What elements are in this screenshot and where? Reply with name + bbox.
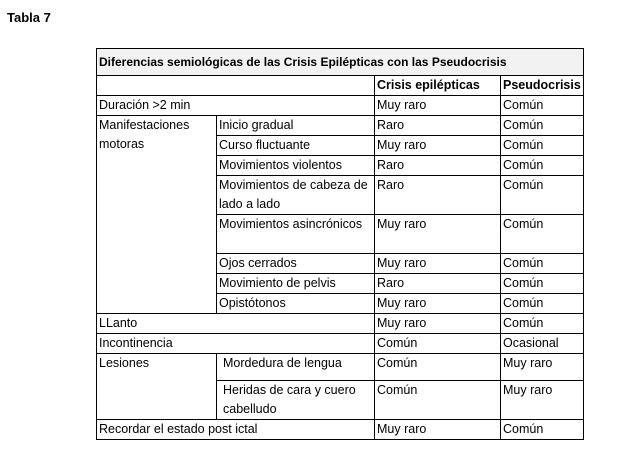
item-label: Movimientos violentos [217,156,375,176]
pseudo-cell: Común [501,116,584,136]
crisis-cell: Común [375,381,501,420]
category-manifestaciones-motoras: Manifestaciones motoras [97,116,217,314]
pseudo-cell: Común [501,176,584,215]
crisis-cell: Raro [375,176,501,215]
pseudo-cell: Común [501,314,584,334]
crisis-cell: Muy raro [375,294,501,314]
crisis-cell: Común [375,354,501,381]
row-label: LLanto [97,314,375,334]
item-label: Movimiento de pelvis [217,274,375,294]
crisis-cell: Muy raro [375,96,501,116]
table-row [97,314,584,334]
item-label: Movimientos asincrónicos [217,215,375,254]
pseudo-cell: Común [501,294,584,314]
table-number-heading: Tabla 7 [7,10,51,25]
item-label: Movimientos de cabeza de lado a lado [217,176,375,215]
pseudo-cell: Común [501,96,584,116]
row-label: Recordar el estado post ictal [97,420,375,440]
crisis-cell: Raro [375,274,501,294]
pseudo-cell: Común [501,254,584,274]
pseudo-cell: Común [501,156,584,176]
crisis-cell: Muy raro [375,215,501,254]
table-row [97,96,584,116]
header-pseudocrisis: Pseudocrisis [501,76,584,96]
crisis-cell: Muy raro [375,136,501,156]
crisis-cell: Raro [375,156,501,176]
pseudo-cell: Común [501,420,584,440]
item-label: Opistótonos [217,294,375,314]
header-blank-cell [97,76,375,96]
item-label: Mordedura de lengua [217,354,375,381]
header-crisis-epilepticas: Crisis epilépticas [375,76,501,96]
table-caption: Diferencias semiológicas de las Crisis Epilépticas con las Pseudocrisis [97,49,584,76]
crisis-cell: Muy raro [375,314,501,334]
item-label: Heridas de cara y cuero cabelludo [217,381,375,420]
table-row [97,334,584,354]
comparison-table [96,48,584,440]
table-row [97,420,584,440]
pseudo-cell: Común [501,274,584,294]
crisis-cell: Muy raro [375,420,501,440]
pseudo-cell: Muy raro [501,354,584,381]
item-label: Curso fluctuante [217,136,375,156]
pseudo-cell: Muy raro [501,381,584,420]
caption-row [97,49,584,76]
row-label: Duración >2 min [97,96,375,116]
table-row [97,116,584,136]
crisis-cell: Raro [375,116,501,136]
header-row [97,76,584,96]
pseudo-cell: Ocasional [501,334,584,354]
crisis-cell: Común [375,334,501,354]
row-label: Incontinencia [97,334,375,354]
table-row [97,354,584,381]
pseudo-cell: Común [501,215,584,254]
crisis-cell: Muy raro [375,254,501,274]
category-lesiones: Lesiones [97,354,217,420]
pseudo-cell: Común [501,136,584,156]
item-label: Ojos cerrados [217,254,375,274]
item-label: Inicio gradual [217,116,375,136]
